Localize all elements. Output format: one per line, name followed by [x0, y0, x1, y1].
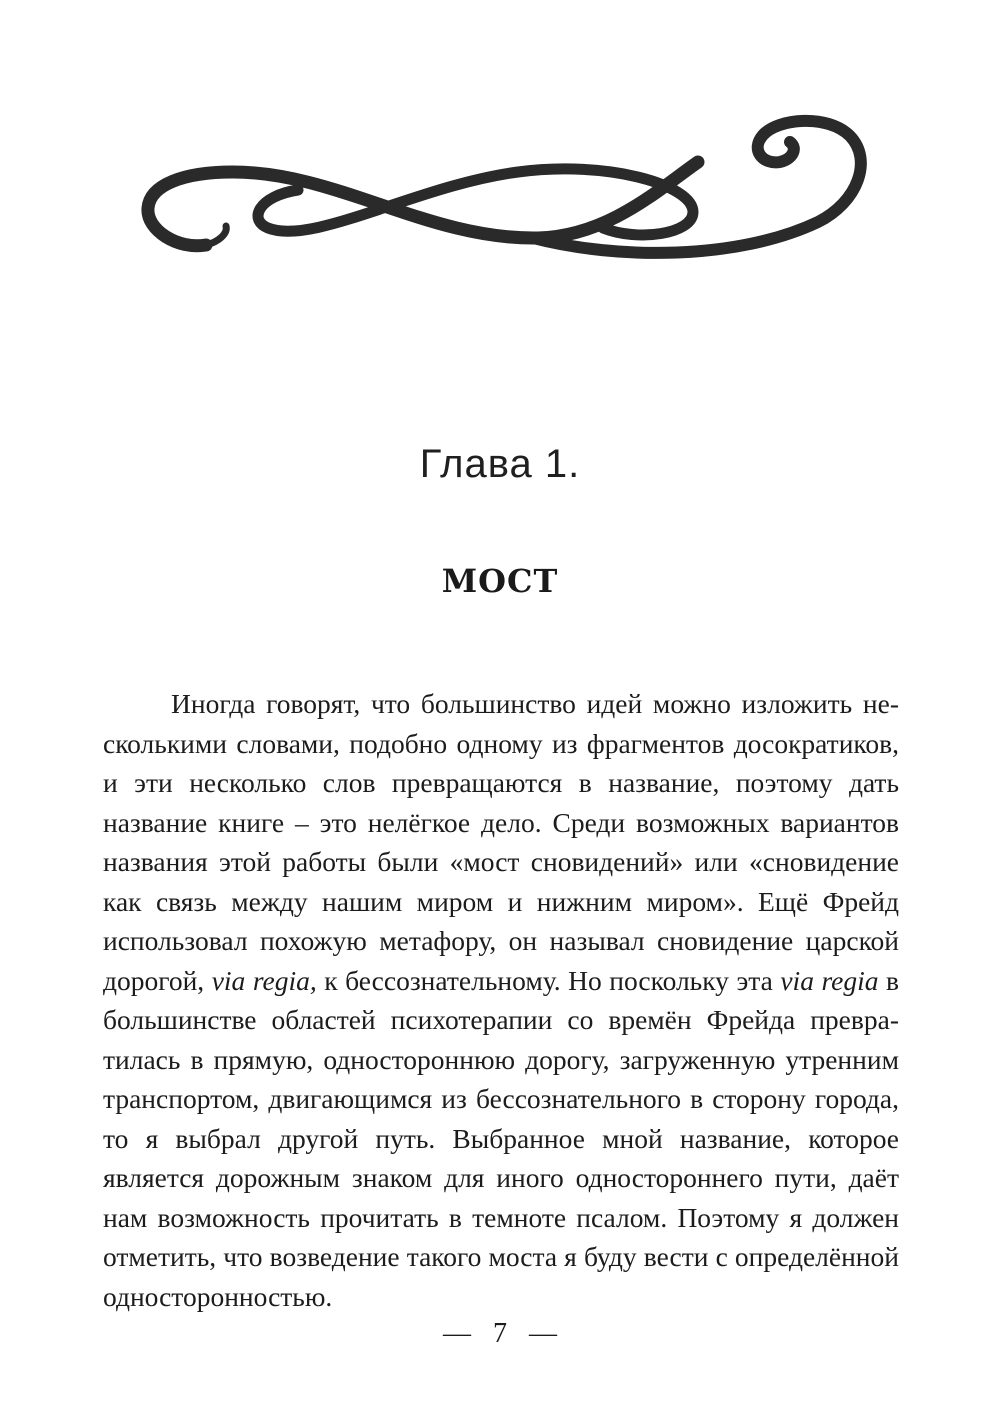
body-paragraph	[103, 684, 899, 1316]
chapter-title: МОСТ	[441, 562, 559, 600]
page-number-dash-right: —	[529, 1318, 557, 1349]
flourish-ornament-icon	[138, 110, 868, 270]
page-number-dash-left: —	[443, 1318, 471, 1349]
body-italic-via-regia-1: via regia,	[211, 964, 317, 996]
page-number: 7	[493, 1318, 507, 1349]
body-text-part-1: Иногда говорят, что большинство идей можно изложить несколькими словами, подобно одному из фрагментов досократиков, и эти несколько слов превращаются в название, поэтому дать название книге – это нелёгкое дело. Среди возможных вариантов названия этой работы были «мост сновидений» или «сновидение как связь между нашим миром и нижним миром». Ещё Фрейд использовал похожую метафору, он называл сновидение царской дорогой,	[103, 688, 899, 996]
body-text-part-3: в большинстве областей психотерапии со времён Фрейда превратилась в прямую, одностороннюю дорогу, загруженную утренним транспортом, двигающимся из бессознательного в сторону города, то я выбрал другой путь. Выбранное мной название, которое является дорожным знаком для иного одностороннего пути, даёт нам возможность прочитать в темноте псалом. Поэтому я должен отметить, что возведение такого моста я буду вести с определённой односторонностью.	[103, 964, 900, 1312]
body-text-part-2: к бессознательному. Но поскольку эта	[316, 964, 781, 996]
chapter-label: Глава 1.	[419, 442, 581, 486]
body-italic-via-regia-2: via regia	[780, 964, 879, 996]
page-footer	[0, 1318, 1000, 1350]
